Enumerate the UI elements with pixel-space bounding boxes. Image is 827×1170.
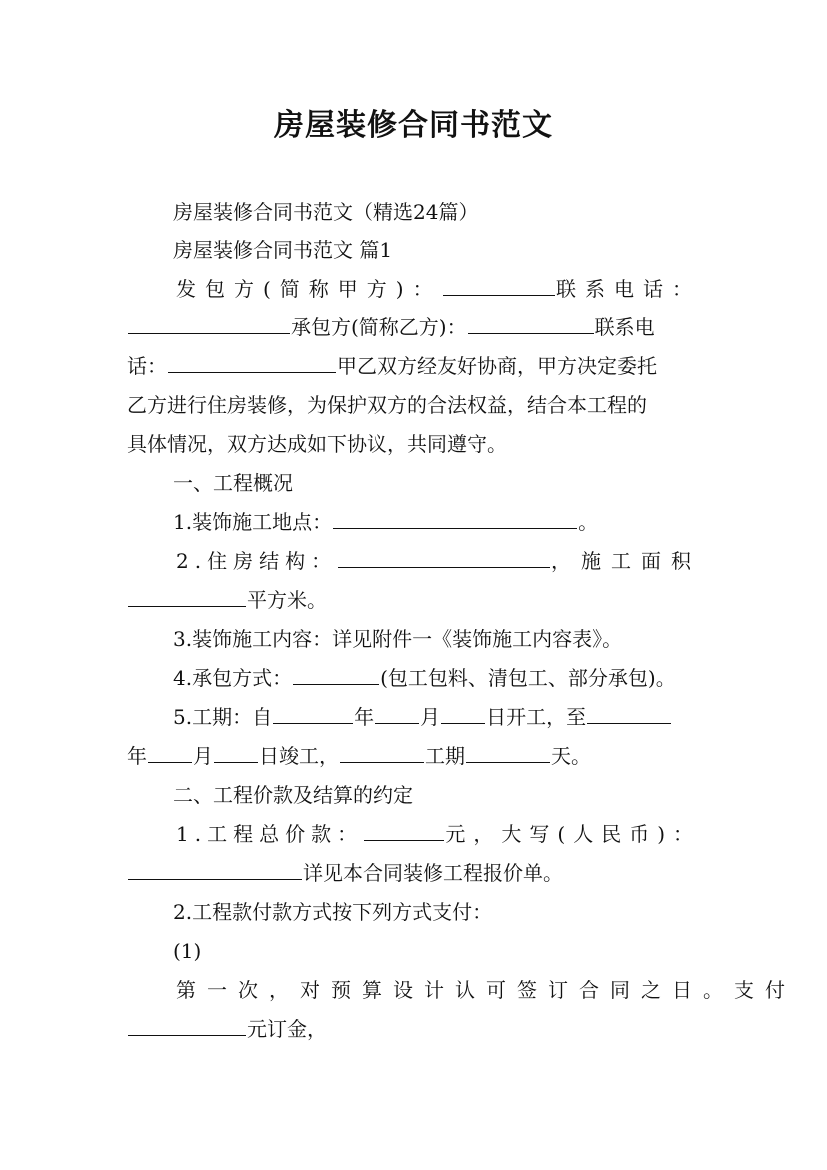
- item-site-end: 。: [578, 510, 599, 534]
- start-day-blank: [441, 703, 485, 724]
- phone-a-blank: [128, 313, 290, 334]
- duration-label: 工期: [425, 744, 465, 768]
- duration-blank: [340, 742, 424, 763]
- pay-method: 2.工程款付款方式按下列方式支付：: [173, 900, 493, 924]
- section-heading: 一、工程概况: [173, 471, 293, 495]
- document-subtitle: 房屋装修合同书范文（精选24篇）: [173, 200, 479, 224]
- month-label-2: 月: [193, 744, 213, 768]
- deposit-label: 元订金，: [247, 1017, 327, 1041]
- party-a-row: [176, 275, 701, 303]
- item-structure-label: 2.住房结构：: [176, 549, 338, 573]
- pay-uppercase-blank: [128, 859, 302, 880]
- party-a-blank: [443, 275, 555, 296]
- contract-type-blank: [293, 664, 379, 685]
- pay-total-blank: [364, 820, 444, 841]
- paragraph-line: [127, 352, 657, 380]
- paragraph-text: 甲乙双方经友好协商，甲方决定委托: [337, 354, 657, 378]
- item-period: [173, 703, 672, 731]
- item-site-label: 1.装饰施工地点：: [173, 510, 333, 534]
- pay-total-uppercase: 元，大写(人民币)：: [445, 822, 701, 846]
- start-month-blank: [375, 703, 419, 724]
- phone-label-2: 联系电: [594, 315, 655, 339]
- chapter-heading: 房屋装修合同书范文 篇1: [173, 238, 393, 262]
- pay-total-row: [176, 820, 701, 848]
- start-year-blank: [273, 703, 353, 724]
- deposit-blank: [128, 1015, 246, 1036]
- site-blank: [333, 508, 577, 529]
- contract-type-label: 4.承包方式：: [173, 666, 293, 690]
- area-label: ，施工面积: [551, 549, 701, 573]
- area-blank: [128, 586, 246, 607]
- structure-blank: [338, 547, 550, 568]
- phone-label: 联系电话：: [556, 277, 701, 301]
- contract-type-options: (包工包料、清包工、部分承包)。: [380, 666, 676, 690]
- pay-quote-ref: 详见本合同装修工程报价单。: [303, 861, 563, 885]
- pay-total-label: 1.工程总价款：: [176, 822, 364, 846]
- item-contract-type: [173, 664, 676, 692]
- end-month-blank: [148, 742, 192, 763]
- period-row-2: [127, 742, 591, 770]
- pay-first-text: 第一次，对预算设计认可签订合同之日。支付: [176, 978, 796, 1002]
- pay-first-row-2: [127, 1015, 327, 1043]
- pay-total-row-2: [127, 859, 563, 887]
- year-label: 年: [354, 705, 375, 729]
- paragraph-line: 具体情况，双方达成如下协议，共同遵守。: [127, 432, 507, 456]
- month-label: 月: [420, 705, 441, 729]
- party-b-row: [127, 313, 655, 341]
- period-label: 5.工期：自: [173, 705, 273, 729]
- pay-first-row: [176, 976, 796, 1004]
- document-title: 房屋装修合同书范文: [274, 108, 553, 143]
- area-unit: 平方米。: [247, 588, 327, 612]
- end-year-blank: [587, 703, 671, 724]
- area-row: [127, 586, 327, 614]
- party-a-label: 发包方(简称甲方)：: [176, 277, 442, 301]
- year-label-2: 年: [127, 744, 147, 768]
- item-site: [173, 508, 598, 536]
- item-content: 3.装饰施工内容：详见附件一《装饰施工内容表》。: [173, 627, 623, 651]
- pay-sub-index: (1): [173, 939, 202, 963]
- party-b-label: 承包方(简称乙方)：: [291, 315, 467, 339]
- item-structure: [176, 547, 701, 575]
- party-b-blank: [468, 313, 594, 334]
- end-day-blank: [214, 742, 258, 763]
- start-label: 日开工，至: [486, 705, 587, 729]
- phone-label-2-cont: 话：: [127, 354, 167, 378]
- end-label: 日竣工，: [259, 744, 339, 768]
- days-label: 天。: [551, 744, 591, 768]
- days-blank: [466, 742, 550, 763]
- phone-b-blank: [168, 352, 336, 373]
- section-heading: 二、工程价款及结算的约定: [173, 783, 413, 807]
- paragraph-line: 乙方进行住房装修，为保护双方的合法权益，结合本工程的: [127, 393, 647, 417]
